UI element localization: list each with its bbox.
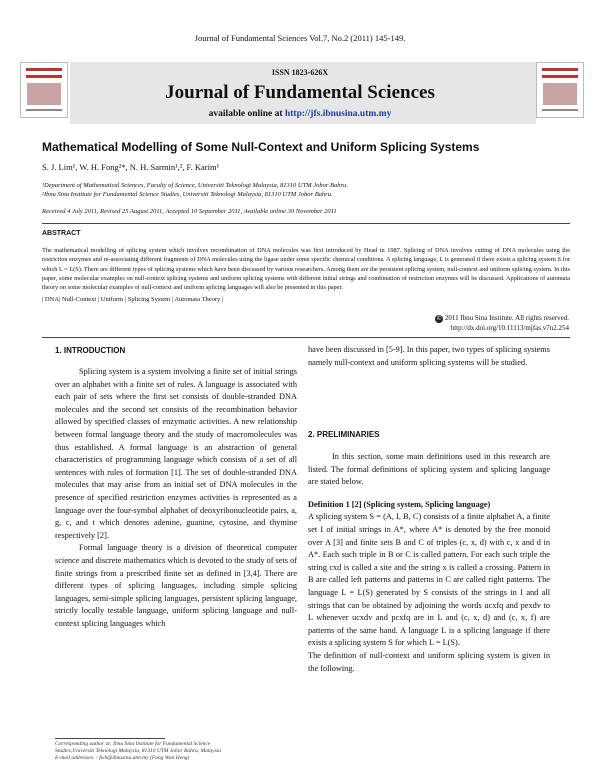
footnote [55, 741, 221, 762]
right-column [308, 451, 550, 675]
section-heading-introduction: 1. INTRODUCTION [55, 346, 126, 355]
abstract-heading: ABSTRACT [42, 230, 81, 237]
footnote-line: Studies,Universiti Teknologi Malaysia, 81310 UTM Johor Bahru, Malaysia [55, 748, 222, 754]
intro-paragraph-2: Formal language theory is a division of theoretical computer science and discrete mathematics which is devoted to the study of sets of finite strings from a prescribed finite set as defined in [3,4]. There are different types of splicing languages, including simple splicing languages, semi-simple splicing languages, persistent splicing language, strictly locally testable language, uniform splicing language and null-context splicing languages which [55, 543, 297, 628]
prelim-paragraph: In this section, some main definitions used in this research are listed. The formal definitions of splicing system and splicing language are stated below. [308, 452, 550, 487]
authors: S. J. Lim¹, W. H. Fong²*, N. H. Sarmin¹,², F. Karim¹ [42, 162, 220, 172]
availability-line [0, 109, 600, 119]
doi-link[interactable]: http://dx.doi.org/10.11113/mjfas.v7n2.254 [450, 324, 569, 332]
intro-paragraph-3: have been discussed in [5-9]. In this paper, two types of splicing systems namely null-context and uniform splicing systems will be studied. [308, 345, 550, 367]
copyright [435, 314, 569, 323]
copyright-text: 2011 Ibnu Sina Institute. All rights reserved. [444, 314, 569, 322]
copyright-icon: © [436, 315, 443, 322]
closing-paragraph: The definition of null-context and uniform splicing system is given in the following. [308, 650, 550, 673]
footnote-line: Corresponding author at: Ibnu Sina Institute for Fundamental Science [55, 741, 211, 747]
journal-title: Journal of Fundamental Sciences [165, 82, 435, 103]
affiliation-1: ¹Department of Mathematical Sciences, Faculty of Science, Universiti Teknologi Malaysia, 81310 UTM Johor Bahru. [42, 182, 348, 189]
running-header: Journal of Fundamental Sciences Vol.7, No.2 (2011) 145-149. [194, 33, 406, 43]
divider [42, 223, 570, 224]
received-dates: Received 4 July 2011, Revised 25 August 2011, Accepted 10 September 2011, Available online 30 November 2011 [42, 208, 337, 215]
divider [42, 337, 570, 338]
intro-paragraph-1: Splicing system is a system involving a finite set of initial strings over an alphabet with a finite set of rules. A language is associated with each pair of sets where the first set consists of double-stranded DNA molecules and the second set consists of the recombination behavior allowed by specified classes of enzymatic activities. A new relationship between formal language theory and the study of macromolecules was thus established. A formal language is an abstraction of general characteristics of programming language which consists of a set of all sentences with rules of formation [1]. The set of double-stranded DNA molecules that may arise from an initial set of DNA molecules in the presence of specified restriction enzymes activities is represented as a language over the four-symbol alphabet of deoxyribonucleotide pairs, a, g, c, and t which denotes adenine, guanine, cytosine, and thymine respectively [2]. [55, 367, 297, 540]
footnote-line: E-mail addresses: : fwh@ibnusina.utm.my (Fong Wan Heng) [55, 755, 190, 761]
available-prefix: available online at [208, 109, 283, 119]
paper-title: Mathematical Modelling of Some Null-Context and Uniform Splicing Systems [42, 140, 480, 154]
definition-title: Definition 1 [2] (Splicing system, Splicing language) [308, 499, 491, 509]
definition-body: A splicing system S = (A, I, B, C) consists of a finite alphabet A, a finite set I of initial strings in A*, where A* is denoted by the free monoid over A [3] and finite sets B and C of triples (c, x, d) with c, x and d in A*. Each such triple in B or C is called pattern. For each such triple the string cxd is called a site and the string x is called a crossing. Pattern in B are called left patterns and patterns in C are called right patterns. The language L = L(S) generated by S consists of the strings in I and all strings that can be obtained by adjoining the words ucxfq and pexdv to L whenever ucxdv and pcxfq are in L and (c, x, d) and (c, x, f) are patterns of the same hand. A language L is a splicing language if there exists a splicing system S for which L = L(S). [308, 512, 550, 648]
journal-url-link[interactable]: http://jfs.ibnusina.utm.my [284, 109, 392, 119]
right-column-top [308, 344, 550, 369]
left-column [55, 366, 297, 630]
section-heading-preliminaries: 2. PRELIMINARIES [308, 430, 380, 439]
affiliation-2: ²Ibnu Sina Institute for Fundamental Science Studies, Universiti Teknologi Malaysia, 81310 UTM Johor Bahru. [42, 191, 333, 198]
keywords: | DNA| Null-Context | Uniform | Splicing System | Automata Theory | [42, 296, 224, 303]
issn: ISSN 1823-626X [271, 68, 329, 77]
abstract-body: The mathematical modelling of splicing system which involves recombination of DNA molecules was first introduced by Head in 1987. Splicing of DNA involves cutting of DNA molecules using the restriction enzymes and re-associating different fragments of DNA molecules using the ligase under some specific chemical conditions. A splicing language, L is generated if there exists a splicing system S for which L = L(S). There are different types of splicing systems which have been discussed by various researchers. Among them are the persistent splicing system, null-context and uniform splicing system. In this paper, some molecular examples on null-context splicing systems and uniform splicing systems with different initial strings and combination of restriction enzymes will be discussed. Applications of automata theory on some molecular examples of null-context and uniform splicing languages will also be presented in this paper. [42, 247, 570, 292]
footnote-rule [55, 738, 165, 739]
